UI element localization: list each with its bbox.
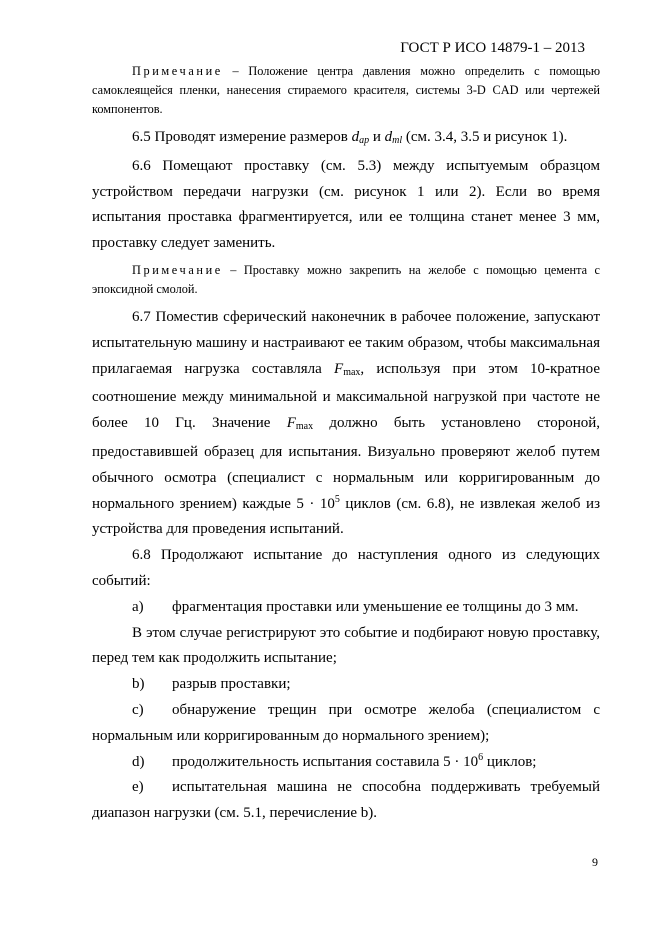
- note-1: [92, 62, 600, 119]
- p65-var-d2: d: [384, 129, 393, 145]
- p67-text-a: 6.7 Поместив сферический наконечник в рабочее положение, запускают испытательную машину и настраивают ее таким образом, чтобы максимальная прилагаемая нагрузка составляла: [92, 308, 600, 377]
- note-2: [92, 261, 600, 299]
- list-item-a: [92, 595, 600, 621]
- paragraph-6-6: 6.6 Помещают проставку (см. 5.3) между испытуемым образцом устройством передачи нагрузки (см. рисунок 1 или 2). Если во время испытания проставка фрагментируется, или ее толщина станет менее 3 мм, проставку следует заменить.: [92, 157, 600, 252]
- list-letter: c): [132, 701, 144, 718]
- p67-sub-max2: max: [295, 421, 314, 433]
- p65-sub-ap: ap: [359, 135, 370, 146]
- list-letter: e): [132, 779, 144, 796]
- document-header: ГОСТ Р ИСО 14879-1 – 2013: [400, 40, 585, 56]
- list-item-e: [92, 775, 600, 827]
- list-text: фрагментация проставки или уменьшение ее толщины до 3 мм.: [172, 598, 579, 615]
- p67-text-b: , используя при этом 10-кратное соотношение между минимальной и максимальной нагрузкой при частоте не более 10 Гц. Значение: [92, 360, 600, 432]
- p65-text-b: и: [369, 129, 385, 145]
- p65-sub-ml: ml: [392, 135, 403, 146]
- p67-text-c: должно быть установлено стороной, предоставившей образец для испытания. Визуально проверяют желоб путем обычного осмотра (специалист с нормальным или корригированным до нормального зрением) каждые 5 · 10: [92, 415, 600, 512]
- list-text: испытательная машина не способна поддерживать требуемый диапазон нагрузки (см. 5.1, перечисление b).: [92, 779, 600, 822]
- p67-exponent: 5: [334, 493, 340, 505]
- list-text-tail: циклов;: [483, 753, 537, 770]
- list-letter: b): [132, 676, 145, 693]
- note-label: Примечание: [132, 64, 223, 78]
- list-letter: a): [132, 598, 144, 615]
- list-item-d: [92, 750, 600, 776]
- p67-var-f: F: [334, 360, 344, 377]
- list-letter: d): [132, 753, 145, 770]
- paragraph-6-8: 6.8 Продолжают испытание до наступления одного из следующих событий:: [92, 547, 600, 589]
- paragraph-6-5: [92, 125, 600, 154]
- list-item-a-continuation: В этом случае регистрируют это событие и подбирают новую проставку, перед тем как продолжить испытание;: [92, 624, 600, 667]
- paragraph-6-7: [92, 305, 600, 543]
- list-item-c: [92, 698, 600, 750]
- list-exponent: 6: [478, 751, 484, 763]
- note-dash: –: [222, 262, 244, 277]
- p67-var-f2: F: [286, 415, 296, 432]
- p67-sub-max: max: [343, 366, 361, 378]
- note-dash: –: [222, 64, 249, 78]
- p65-text-a: 6.5 Проводят измерение размеров: [132, 129, 352, 145]
- note-label: Примечание: [132, 262, 223, 277]
- list-text: обнаружение трещин при осмотре желоба (специалистом с нормальным или корригированным до нормального зрением);: [92, 701, 600, 744]
- p65-var-d: d: [351, 129, 360, 145]
- note-text: Положение центра давления можно определить с помощью самоклеящейся пленки, нанесения стираемого красителя, системы 3-D CAD или чертежей компонентов.: [92, 64, 601, 116]
- page-number: 9: [592, 855, 598, 869]
- p65-text-c: (см. 3.4, 3.5 и рисунок 1).: [402, 129, 568, 145]
- note-text: Проставку можно закрепить на желобе с помощью цемента с эпоксидной смолой.: [92, 262, 601, 296]
- page-content: [92, 62, 600, 827]
- list-text: продолжительность испытания составила 5 · 10: [172, 753, 479, 770]
- p67-text-d: циклов (см. 6.8), не извлекая желоб из устройства для проведения испытаний.: [92, 495, 600, 538]
- list-text: разрыв проставки;: [172, 676, 291, 693]
- list-item-b: [92, 672, 600, 698]
